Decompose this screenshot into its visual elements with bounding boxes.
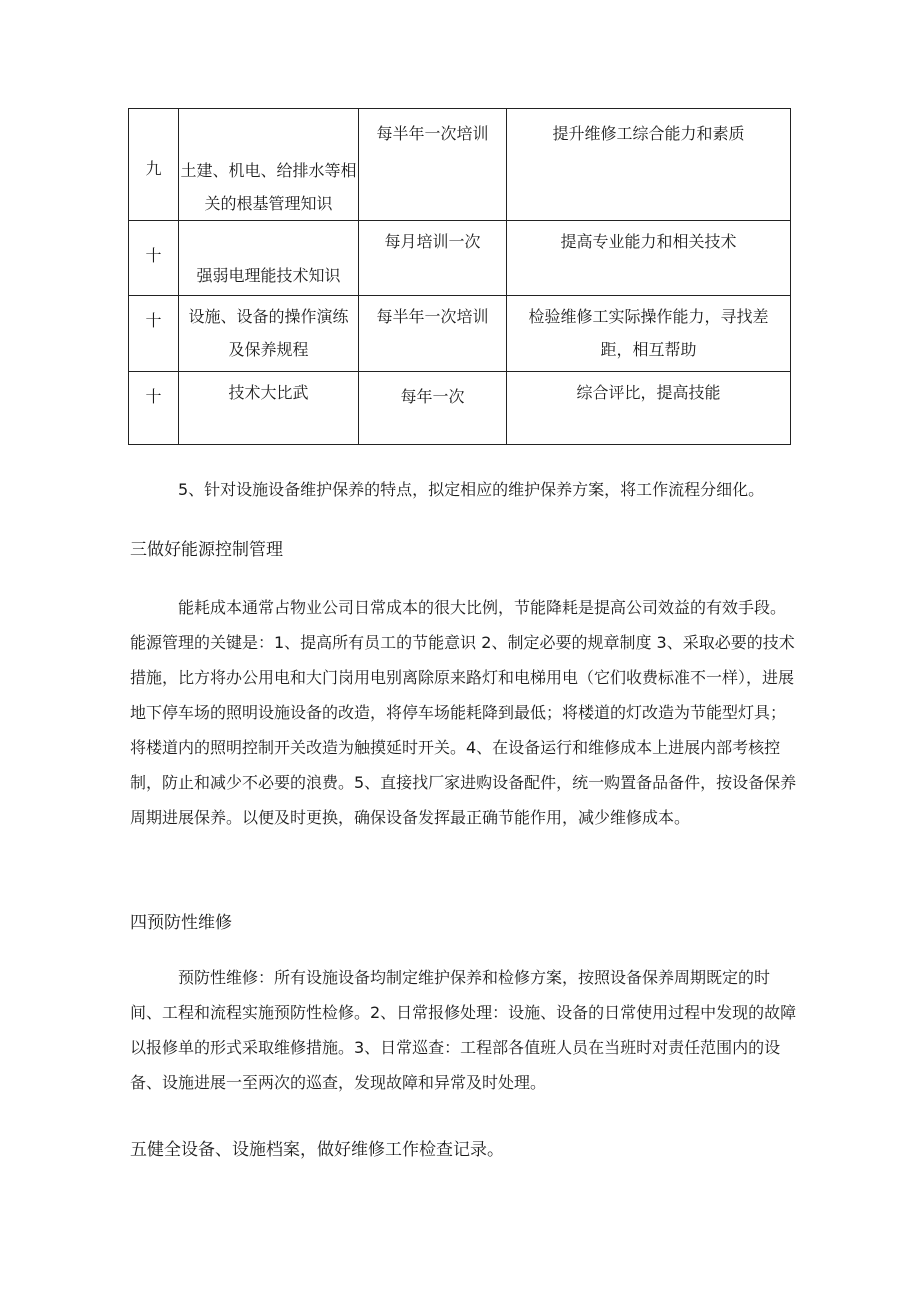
section-4-body: 预防性维修：所有设施设备均制定维护保养和检修方案，按照设备保养周期既定的时间、工程和流程实施预防性检修。2、日常报修处理：设施、设备的日常使用过程中发现的故障以报修单的形式采取维修措施。3、日常巡查：工程部各值班人员在当班时对责任范围内的设备、设施进展一至两次的巡查，发现故障和异常及时处理。 <box>130 968 797 1092</box>
row-number: 九 <box>129 109 179 221</box>
training-goal: 综合评比，提高技能 <box>507 372 791 445</box>
training-goal: 检验维修工实际操作能力，寻找差距，相互帮助 <box>507 296 791 372</box>
training-frequency: 每年一次 <box>359 372 507 445</box>
section-5-heading: 五健全设备、设施档案，做好维修工作检查记录。 <box>130 1140 504 1160</box>
section-3-heading: 三做好能源控制管理 <box>130 540 283 560</box>
training-frequency: 每半年一次培训 <box>359 109 507 221</box>
row-number: 十 <box>129 296 179 372</box>
section-4-heading: 四预防性维修 <box>130 913 232 933</box>
item-5-paragraph: 5、针对设施设备维护保养的特点，拟定相应的维护保养方案，将工作流程分细化。 <box>178 480 765 499</box>
training-frequency: 每半年一次培训 <box>359 296 507 372</box>
table-row <box>129 221 791 296</box>
training-content: 强弱电理能技术知识 <box>179 221 359 296</box>
training-frequency: 每月培训一次 <box>359 221 507 296</box>
training-content: 技术大比武 <box>179 372 359 445</box>
training-table <box>128 108 791 445</box>
table-row <box>129 109 791 221</box>
row-number: 十 <box>129 372 179 445</box>
training-goal: 提高专业能力和相关技术 <box>507 221 791 296</box>
training-content: 土建、机电、给排水等相关的根基管理知识 <box>179 109 359 221</box>
section-3-body: 能耗成本通常占物业公司日常成本的很大比例，节能降耗是提高公司效益的有效手段。能源管理的关键是：1、提高所有员工的节能意识 2、制定必要的规章制度 3、采取必要的技术措施，比方将办公用电和大门岗用电别离除原来路灯和电梯用电（它们收费标准不一样），进展地下停车场的照明设施设备的改造，将停车场能耗降到最低；将楼道的灯改造为节能型灯具；将楼道内的照明控制开关改造为触摸延时开关。4、在设备运行和维修成本上进展内部考核控制，防止和减少不必要的浪费。5、直接找厂家进购设备配件，统一购置备品备件，按设备保养周期进展保养。以便及时更换，确保设备发挥最正确节能作用，减少维修成本。 <box>130 598 797 827</box>
row-number: 十 <box>129 221 179 296</box>
table-row <box>129 372 791 445</box>
training-content: 设施、设备的操作演练及保养规程 <box>179 296 359 372</box>
table-row <box>129 296 791 372</box>
training-goal: 提升维修工综合能力和素质 <box>507 109 791 221</box>
